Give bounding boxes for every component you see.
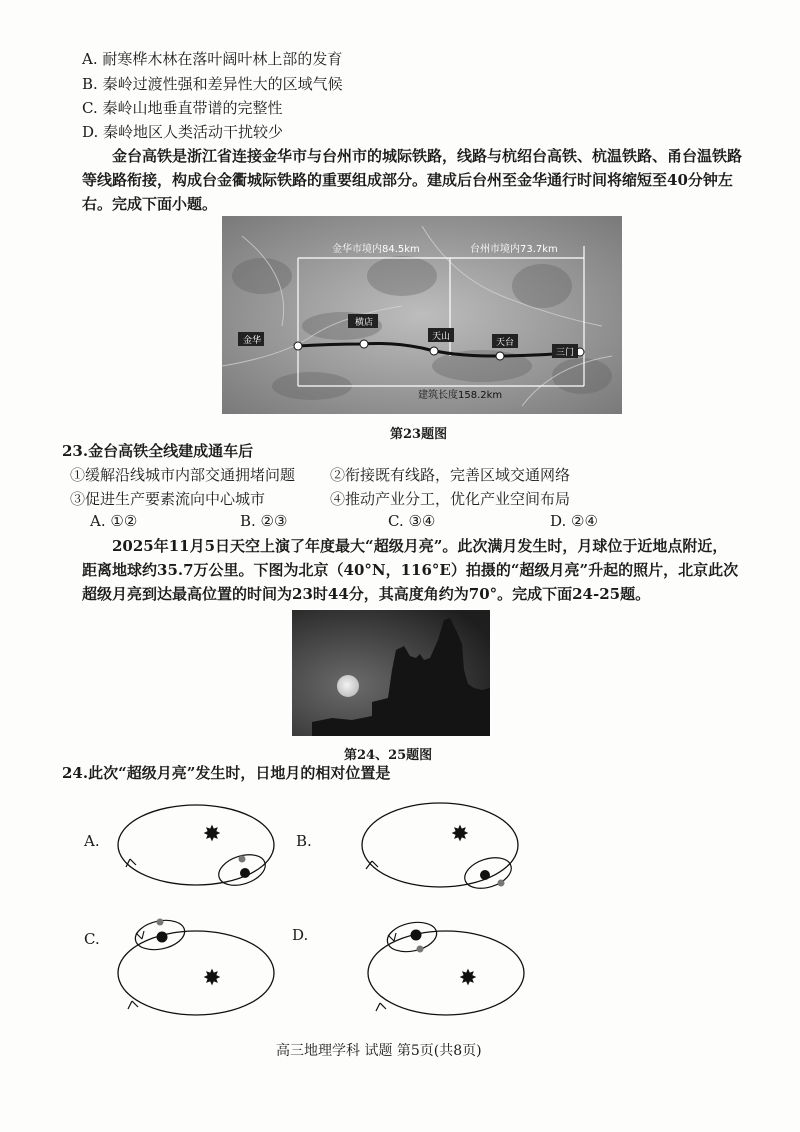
q22-option-a: A. 耐寒桦木林在落叶阔叶林上部的发育 xyxy=(82,50,343,68)
sun-icon-d: ✸ xyxy=(458,966,478,991)
earth-orbit-d xyxy=(368,931,524,1015)
station-tianshan-dot xyxy=(430,347,438,355)
earth-d xyxy=(411,930,422,941)
earth-orbit-a xyxy=(118,805,274,885)
photo-caption: 第24、25题图 xyxy=(344,748,433,763)
station-jinhua-label: 金华 xyxy=(243,336,262,346)
moon-d xyxy=(417,946,424,953)
q23-option-d: D. ②④ xyxy=(550,512,598,530)
jinhua-segment-label: 金华市境内84.5km xyxy=(332,244,420,255)
moon-photo xyxy=(292,610,490,736)
moon xyxy=(337,675,359,697)
diagram-label-c: C. xyxy=(84,930,100,948)
q22-option-b: B. 秦岭过渡性强和差异性大的区域气候 xyxy=(82,75,343,93)
diagram-label-b: B. xyxy=(296,832,312,850)
page-footer: 高三地理学科 试题 第5页(共8页) xyxy=(276,1043,482,1059)
q23-option-a: A. ①② xyxy=(90,512,138,530)
earth-orbit-b xyxy=(362,803,518,887)
rail-map xyxy=(222,216,622,414)
diagram-c xyxy=(112,905,302,1020)
diagram-b xyxy=(350,795,530,895)
q22-option-c: C. 秦岭山地垂直带谱的完整性 xyxy=(82,99,283,117)
earth-b xyxy=(480,870,490,880)
sun-icon-b: ✸ xyxy=(450,822,470,847)
q22-option-d: D. 秦岭地区人类活动干扰较少 xyxy=(82,123,284,141)
moon-a xyxy=(239,856,246,863)
orbit-arrow-c xyxy=(128,1001,138,1009)
moon-photo-svg xyxy=(292,610,490,736)
sun-icon-c: ✸ xyxy=(202,966,222,991)
orbit-arrow-a xyxy=(126,859,136,867)
station-sanmen-label: 三门 xyxy=(556,348,575,358)
station-tianshan-label: 天山 xyxy=(432,332,451,342)
total-length-label: 建筑长度158.2km xyxy=(418,390,503,401)
q23-statement-4: ④推动产业分工，优化产业空间布局 xyxy=(330,490,571,508)
diagram-a xyxy=(112,795,292,895)
moon-c xyxy=(157,919,164,926)
station-jinhua-dot xyxy=(294,342,302,350)
earth-a xyxy=(240,868,250,878)
station-hengdian-dot xyxy=(360,340,368,348)
taizhou-segment-label: 台州市境内73.7km xyxy=(470,244,558,255)
earth-orbit-c xyxy=(118,931,274,1015)
q23-statement-2: ②衔接既有线路，完善区域交通网络 xyxy=(330,466,571,484)
station-tiantai-dot xyxy=(496,352,504,360)
station-tiantai-label: 天台 xyxy=(496,338,515,348)
orbit-arrow-d xyxy=(376,1003,386,1011)
intro-moon-paragraph: 2025年11月5日天空上演了年度最大“超级月亮”。此次满月发生时，月球位于近地点附近，距离地球约35.7万公里。下图为北京（40°N，116°E）拍摄的“超级月亮”升起的照片，北京此次超级月亮到达最高位置的时间为23时44分，其高度角约为70°。完成下面24-25题。 xyxy=(82,537,739,603)
diagram-label-d: D. xyxy=(292,926,309,944)
sun-icon-a: ✸ xyxy=(202,822,222,847)
q23-statement-3: ③促进生产要素流向中心城市 xyxy=(70,490,266,508)
q23-statement-1: ①缓解沿线城市内部交通拥堵问题 xyxy=(70,466,296,484)
moon-b xyxy=(498,880,505,887)
q24-stem: 24.此次“超级月亮”发生时，日地月的相对位置是 xyxy=(62,764,391,782)
q23-option-b: B. ②③ xyxy=(240,512,288,530)
diagram-label-a: A. xyxy=(84,832,100,850)
diagram-d xyxy=(350,905,540,1020)
rail-map-svg xyxy=(222,216,622,414)
q23-option-c: C. ③④ xyxy=(388,512,436,530)
map-caption: 第23题图 xyxy=(390,427,448,442)
q23-stem: 23.金台高铁全线建成通车后 xyxy=(62,442,254,460)
earth-c xyxy=(157,932,168,943)
station-hengdian-label: 横店 xyxy=(355,318,374,328)
intro-rail-paragraph: 金台高铁是浙江省连接金华市与台州市的城际铁路，线路与杭绍台高铁、杭温铁路、甬台温铁路等线路衔接，构成台金衢城际铁路的重要组成部分。建成后台州至金华通行时间将缩短至40分钟左右。完成下面小题。 xyxy=(82,147,743,213)
